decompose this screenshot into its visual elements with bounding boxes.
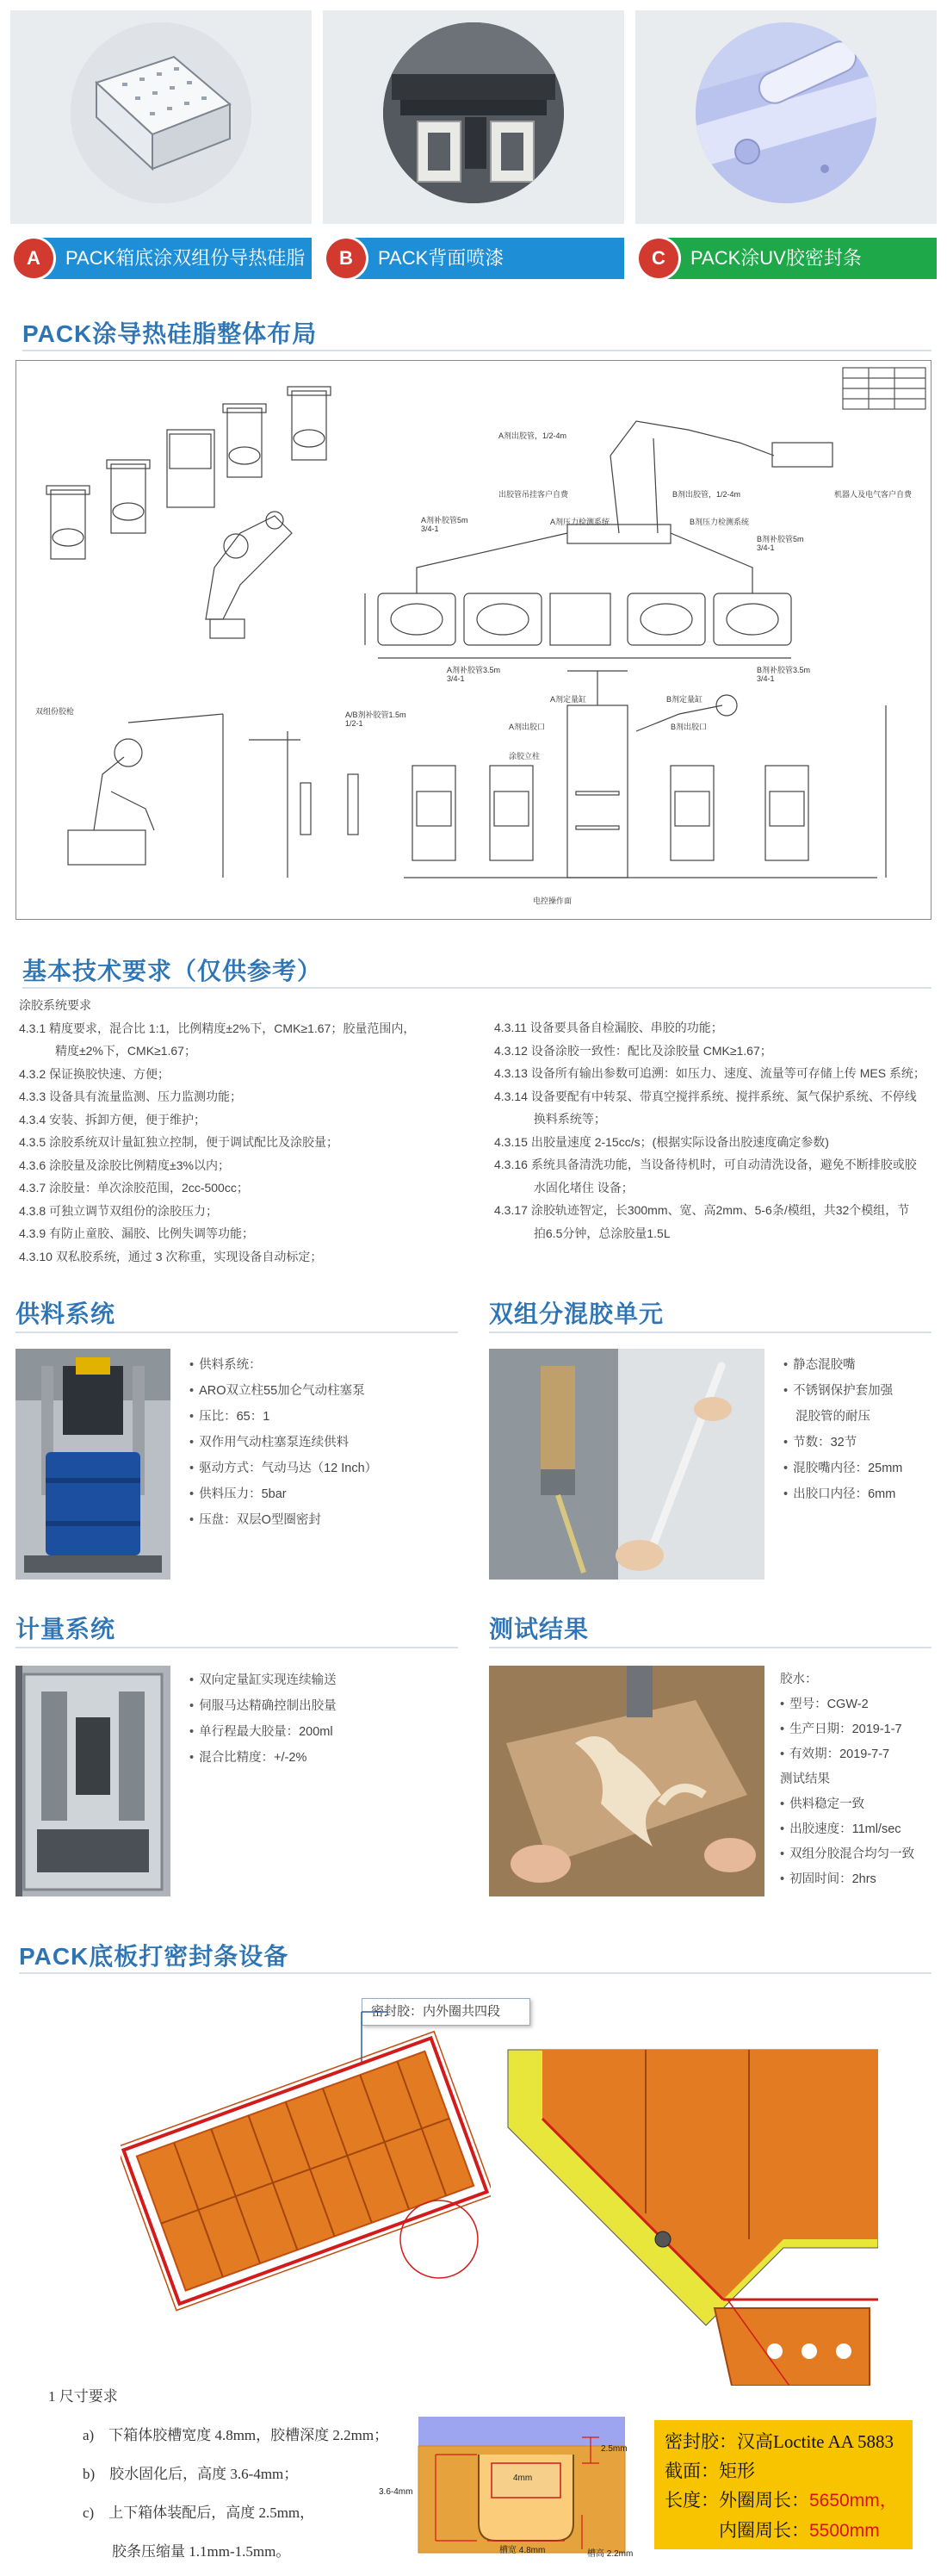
- seal-outer-label: 长度：外圈周长：: [665, 2490, 809, 2511]
- label-a-outlet: A剂出胶口: [509, 723, 546, 731]
- test-result-item: • 出胶速度：11ml/sec: [780, 1817, 914, 1842]
- label-ab-feed-size: 1/2-1: [345, 719, 363, 728]
- mixing-section-rule: [489, 1331, 932, 1333]
- card-b[interactable]: [323, 10, 624, 286]
- dim-width: 4mm: [513, 2474, 533, 2483]
- supply-section-rule: [15, 1331, 458, 1333]
- tech-left-line: 4.3.4 安装、拆卸方便，便于维护；: [19, 1112, 207, 1127]
- sealing-section-title: PACK底板打密封条设备: [19, 1943, 289, 1970]
- test-photo: [489, 1666, 764, 1896]
- tech-right-line: 换料系统等；: [494, 1112, 606, 1126]
- test-glue-item: • 有效期：2019-7-7: [780, 1742, 914, 1767]
- layout-section-title: PACK涂导热硅脂整体布局: [22, 320, 318, 347]
- card-b-photo: [323, 10, 624, 224]
- mixing-list: [783, 1352, 902, 1507]
- supply-photo: [15, 1349, 170, 1580]
- metering-photo: [15, 1666, 170, 1896]
- size-heading: 1 尺寸要求: [48, 2388, 118, 2405]
- label-a-feed-35m: A剂补胶管3.5m: [447, 666, 501, 674]
- tech-left-line: 4.3.3 设备具有流量监测、压力监测功能；: [19, 1089, 243, 1103]
- label-b-feed-5m-size: 3/4-1: [757, 543, 775, 552]
- card-a-badge: A: [14, 239, 53, 278]
- tech-right-column: [494, 1016, 925, 1245]
- card-b-bar: [323, 236, 624, 281]
- label-a-meter: A剂定量缸: [550, 695, 587, 704]
- card-b-label: PACK背面喷漆: [349, 238, 624, 279]
- test-result-item: • 双组分胶混合均匀一致: [780, 1842, 914, 1867]
- mixing-item: • 不锈钢保护套加强: [783, 1378, 902, 1404]
- size-item: c) 上下箱体装配后，高度 2.5mm，: [83, 2505, 315, 2521]
- label-a-pressure: A剂压力检测系统: [550, 518, 610, 526]
- test-section-rule: [489, 1647, 932, 1648]
- seal-info-line4: [665, 2516, 902, 2546]
- tech-right-line: 4.3.14 设备要配有中转泵、带真空搅拌系统、搅拌系统、氮气保护系统、不停线: [494, 1089, 917, 1103]
- label-b-feed-35m: B剂补胶管3.5m: [757, 666, 811, 674]
- metering-list: [189, 1667, 337, 1771]
- test-list: [780, 1667, 914, 1892]
- seal-inner-label: 内圈周长：: [665, 2520, 809, 2541]
- metering-section-rule: [15, 1647, 458, 1648]
- mixing-item: • 静态混胶嘴: [783, 1352, 902, 1378]
- card-a-bar: [10, 236, 312, 281]
- tech-right-line: 4.3.16 系统具备清洗功能，当设备待机时，可自动清洗设备，避免不断排胶或胶: [494, 1158, 917, 1171]
- tech-right-line: 拍6.5分钟，总涂胶量1.5L: [494, 1226, 671, 1240]
- tech-section-title: 基本技术要求（仅供参考）: [22, 958, 323, 984]
- tech-left-line: 4.3.2 保证换胶快速、方便；: [19, 1066, 170, 1081]
- tech-right-line: 4.3.13 设备所有输出参数可追溯：如压力、速度、流量等可存储上传 MES 系统；: [494, 1066, 925, 1080]
- tech-left-line: 4.3.10 双私胶系统，通过 3 次称重，实现设备自动标定；: [19, 1249, 323, 1263]
- size-item: 胶条压缩量 1.1mm-1.5mm。: [83, 2543, 291, 2560]
- label-glue-stand: 涂胶立柱: [509, 752, 541, 760]
- dim-gap: 2.5mm: [601, 2444, 628, 2454]
- card-a[interactable]: [10, 10, 312, 286]
- tech-left-line: 涂胶系统要求: [19, 998, 91, 1012]
- metering-section-title: 计量系统: [15, 1616, 116, 1642]
- sealing-section-rule: [19, 1972, 932, 1974]
- label-robot-cost: 机器人及电气客户自费: [834, 490, 913, 499]
- feature-cards: [10, 10, 937, 286]
- layout-drawing: [15, 360, 932, 920]
- card-b-circle-image: [383, 22, 564, 203]
- label-hose-hang: 出胶管吊挂客户自费: [498, 490, 569, 499]
- label-a-outlet-tube: A剂出胶管，1/2-4m: [498, 431, 567, 440]
- test-result-item: • 供料稳定一致: [780, 1792, 914, 1817]
- dim-height: 3.6-4mm: [379, 2487, 413, 2497]
- label-b-meter: B剂定量缸: [666, 695, 703, 704]
- label-b-outlet: B剂出胶口: [671, 723, 708, 731]
- mixing-item: • 节数：32节: [783, 1430, 902, 1456]
- label-b-feed-5m: B剂补胶管5m: [757, 535, 804, 543]
- tech-right-line: 水固化堵住 设备；: [494, 1180, 634, 1195]
- tech-left-line: 4.3.5 涂胶系统双计量缸独立控制，便于调试配比及涂胶量；: [19, 1135, 339, 1149]
- card-c-photo: [635, 10, 937, 224]
- label-b-pressure: B剂压力检测系统: [690, 518, 750, 526]
- seal-info-line3: [665, 2486, 902, 2516]
- size-item: b) 胶水固化后，高度 3.6-4mm；: [83, 2466, 299, 2482]
- card-c-circle-image: [696, 22, 876, 203]
- mixing-item: • 出胶口内径：6mm: [783, 1481, 902, 1507]
- card-a-photo: [10, 10, 312, 224]
- card-c-bar: [635, 236, 937, 281]
- supply-section-title: 供料系统: [15, 1300, 116, 1327]
- supply-item: • 双作用气动柱塞泵连续供料: [189, 1430, 377, 1456]
- label-control-cabinet: 电控操作面: [533, 897, 573, 905]
- label-ab-feed: A/B剂补胶管1.5m: [345, 711, 406, 719]
- seal-outer-value: 5650mm，: [809, 2491, 898, 2511]
- seal-info-box: [654, 2420, 913, 2549]
- mixing-photo: [489, 1349, 764, 1580]
- sealing-callout: 密封胶：内外圈共四段: [362, 1998, 530, 2026]
- tech-right-line: 4.3.12 设备涂胶一致性：配比及涂胶量 CMK≥1.67；: [494, 1043, 772, 1058]
- card-a-label: PACK箱底涂双组份导热硅脂: [36, 238, 312, 279]
- tech-left-line: 4.3.1 精度要求，混合比 1:1，比例精度±2%下，CMK≥1.67；胶量范围内，: [19, 1021, 416, 1035]
- test-result-item: • 初固时间：2hrs: [780, 1867, 914, 1892]
- label-b-outlet-tube: B剂出胶管，1/2-4m: [672, 490, 741, 499]
- tech-right-line: 4.3.17 涂胶轨迹智定，长300mm、宽、高2mm、5-6条/模组，共32个模组，节: [494, 1203, 910, 1217]
- card-c-badge: C: [639, 239, 678, 278]
- cross-section-diagram: [379, 2412, 651, 2559]
- sealing-pack-drawing: [121, 1998, 491, 2325]
- tech-right-line: 4.3.15 出胶量速度 2-15cc/s；(根据实际设备出胶速度确定参数): [494, 1134, 829, 1149]
- dim-groove-width: 槽宽 4.8mm: [499, 2546, 546, 2555]
- tech-right-line: 4.3.11 设备要具备自检漏胶、串胶的功能；: [494, 1021, 723, 1034]
- tech-left-line: 4.3.6 涂胶量及涂胶比例精度±3%以内；: [19, 1158, 230, 1172]
- test-glue-heading: 胶水：: [780, 1673, 818, 1686]
- card-a-circle-image: [71, 22, 251, 203]
- mixing-section-title: 双组分混胶单元: [489, 1300, 665, 1327]
- tech-left-line: 4.3.9 有防止童胶、漏胶、比例失调等功能；: [19, 1226, 255, 1240]
- mixing-item: • 混胶嘴内径：25mm: [783, 1456, 902, 1481]
- sealing-zoom-drawing: [491, 2041, 878, 2386]
- metering-item: • 混合比精度：+/-2%: [189, 1745, 337, 1771]
- test-glue-item: • 生产日期：2019-1-7: [780, 1717, 914, 1742]
- label-a-feed-35m-size: 3/4-1: [447, 674, 465, 683]
- tech-section-rule: [22, 987, 932, 989]
- card-b-badge: B: [326, 239, 366, 278]
- label-a-feed-5m: A剂补胶管5m: [421, 516, 468, 525]
- supply-item: • 供料压力：5bar: [189, 1481, 377, 1507]
- layout-section-rule: [22, 350, 932, 351]
- metering-item: • 单行程最大胶量：200ml: [189, 1719, 337, 1745]
- test-section-title: 测试结果: [489, 1616, 590, 1642]
- card-c-label: PACK涂UV胶密封条: [661, 238, 937, 279]
- size-item: a) 下箱体胶槽宽度 4.8mm，胶槽深度 2.2mm；: [83, 2427, 389, 2443]
- card-c[interactable]: [635, 10, 937, 286]
- tech-left-line: 精度±2%下，CMK≥1.67；: [19, 1044, 196, 1058]
- supply-item: • 压比：65：1: [189, 1404, 377, 1430]
- supply-list: [189, 1352, 377, 1533]
- test-glue-item: • 型号：CGW-2: [780, 1692, 914, 1717]
- supply-item: • 压盘：双层O型圈密封: [189, 1507, 377, 1533]
- test-result-heading: 测试结果: [780, 1772, 830, 1786]
- metering-item: • 双向定量缸实现连续输送: [189, 1667, 337, 1693]
- seal-info-line2: 截面：矩形: [665, 2461, 755, 2481]
- metering-item: • 伺服马达精确控制出胶量: [189, 1693, 337, 1719]
- label-a-feed-5m-size: 3/4-1: [421, 525, 439, 533]
- supply-item: • ARO双立柱55加仑气动柱塞泵: [189, 1378, 377, 1404]
- mixing-item: 混胶管的耐压: [795, 1410, 870, 1424]
- sealing-size-list: [48, 2377, 388, 2571]
- tech-left-line: 4.3.7 涂胶量：单次涂胶范围，2cc-500cc；: [19, 1181, 249, 1195]
- supply-item: • 供料系统：: [189, 1352, 377, 1378]
- label-dual-gun: 双组份胶枪: [35, 707, 75, 716]
- dim-groove-depth: 槽高 2.2mm: [587, 2549, 634, 2559]
- supply-item: • 驱动方式：气动马达（12 Inch）: [189, 1456, 377, 1481]
- tech-left-column: [19, 994, 415, 1268]
- tech-left-line: 4.3.8 可独立调节双组份的涂胶压力；: [19, 1203, 219, 1218]
- label-b-feed-35m-size: 3/4-1: [757, 674, 775, 683]
- seal-inner-value: 5500mm: [809, 2521, 880, 2541]
- seal-info-line1: 密封胶：汉高Loctite AA 5883: [665, 2431, 894, 2452]
